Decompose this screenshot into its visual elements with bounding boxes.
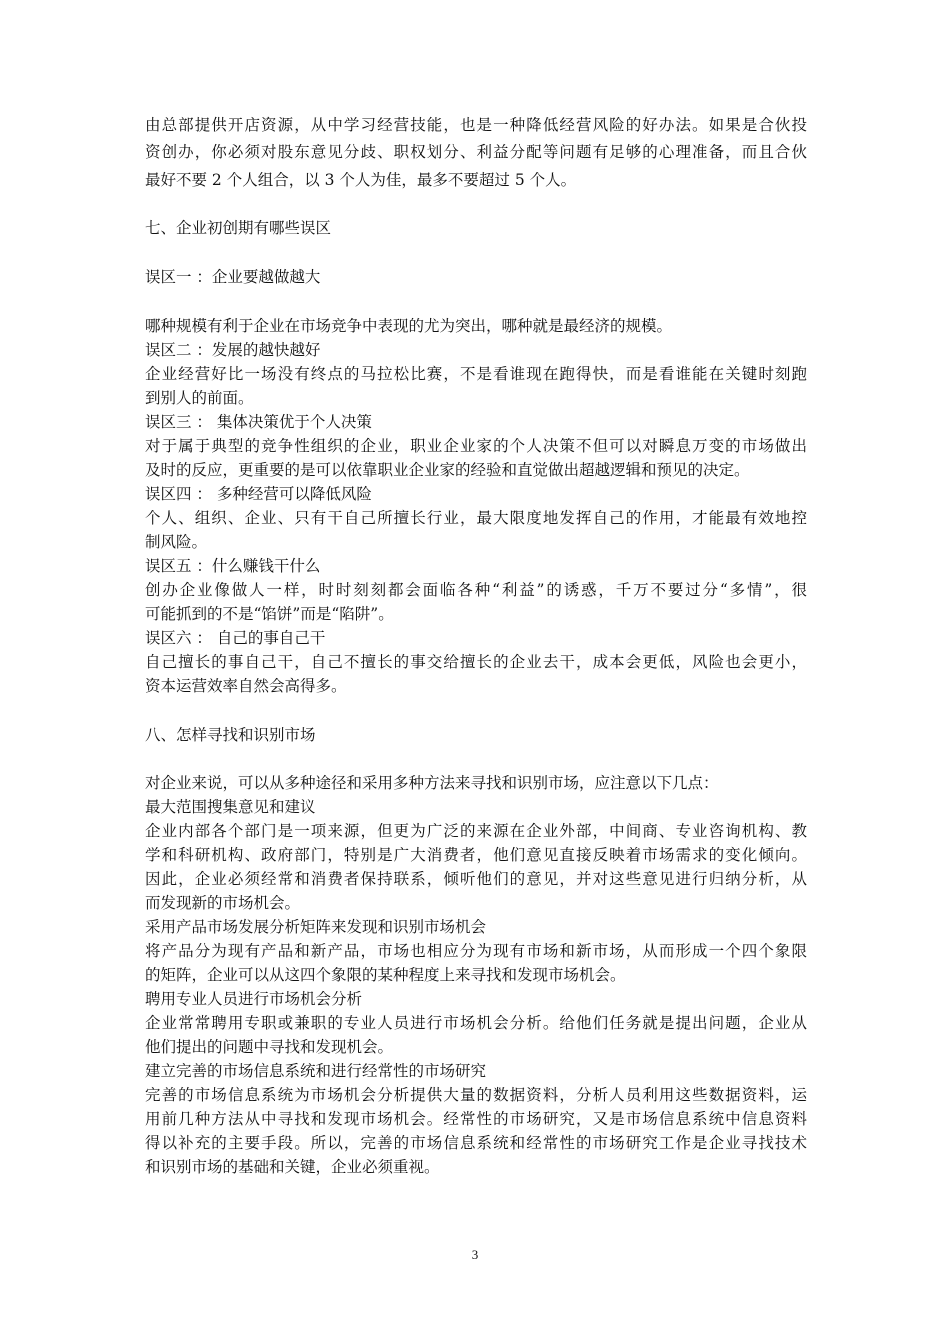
text-line: 最好不要 2 个人组合，以 3 个人为佳，最多不要超过 5 个人。 — [145, 171, 577, 189]
text-line: 企业经营好比一场没有终点的马拉松比赛，不是看谁现在跑得快，而是看谁能在关键时刻跑 — [145, 365, 807, 383]
text-line: 对企业来说，可以从多种途径和采用多种方法来寻找和识别市场，应注意以下几点： — [145, 774, 719, 792]
text-line: 可能抓到的不是“馅饼”而是“陷阱”。 — [145, 605, 394, 623]
text-line: 误区四 ： 多种经营可以降低风险 — [145, 485, 372, 503]
text-line: 误区一 ：企业要越做越大 — [145, 268, 321, 286]
text-line: 资创办，你必须对股东意见分歧、职权划分、利益分配等问题有足够的心理准备，而且合伙 — [145, 143, 807, 161]
text-line: 制风险。 — [145, 533, 208, 551]
text-line: 最大范围搜集意见和建议 — [145, 798, 316, 816]
text-line: 误区二 ：发展的越快越好 — [145, 341, 321, 359]
text-line: 学和科研机构、政府部门，特别是广大消费者，他们意见直接反映着市场需求的变化倾向。 — [145, 846, 807, 864]
text-line: 到别人的前面。 — [145, 389, 254, 407]
text-line: 企业常常聘用专职或兼职的专业人员进行市场机会分析。给他们任务就是提出问题，企业从 — [145, 1014, 807, 1032]
text-line: 而发现新的市场机会。 — [145, 894, 301, 912]
text-line: 误区五 ：什么赚钱干什么 — [145, 557, 321, 575]
text-line: 哪种规模有利于企业在市场竞争中表现的尤为突出，哪种就是最经济的规模。 — [145, 317, 673, 335]
text-line: 得以补充的主要手段。所以，完善的市场信息系统和经常性的市场研究工作是企业寻找技术 — [145, 1134, 807, 1152]
text-line: 聘用专业人员进行市场机会分析 — [145, 990, 363, 1008]
text-line: 误区六 ： 自己的事自己干 — [145, 629, 326, 647]
text-line: 资本运营效率自然会高得多。 — [145, 677, 347, 695]
text-line: 企业内部各个部门是一项来源，但更为广泛的来源在企业外部，中间商、专业咨询机构、教 — [145, 822, 807, 840]
text-line: 用前几种方法从中寻找和发现市场机会。经常性的市场研究，又是市场信息系统中信息资料 — [145, 1110, 807, 1128]
text-line: 他们提出的问题中寻找和发现机会。 — [145, 1038, 394, 1056]
text-line: 八、怎样寻找和识别市场 — [145, 726, 316, 744]
text-line: 个人、组织、企业、只有干自己所擅长行业，最大限度地发挥自己的作用，才能最有效地控 — [145, 509, 807, 527]
text-line: 对于属于典型的竞争性组织的企业，职业企业家的个人决策不但可以对瞬息万变的市场做出 — [145, 437, 807, 455]
text-line: 及时的反应，更重要的是可以依靠职业企业家的经验和直觉做出超越逻辑和预见的决定。 — [145, 461, 750, 479]
text-line: 创办企业像做人一样，时时刻刻都会面临各种“利益”的诱惑，千万不要过分“多情”，很 — [145, 581, 807, 599]
text-line: 完善的市场信息系统为市场机会分析提供大量的数据资料，分析人员利用这些数据资料，运 — [145, 1086, 807, 1104]
text-line: 七、企业初创期有哪些误区 — [145, 219, 332, 237]
text-line: 自己擅长的事自己干，自己不擅长的事交给擅长的企业去干，成本会更低，风险也会更小， — [145, 653, 807, 671]
text-line: 误区三 ： 集体决策优于个人决策 — [145, 413, 372, 431]
text-line: 的矩阵，企业可以从这四个象限的某种程度上来寻找和发现市场机会。 — [145, 966, 626, 984]
page-number: 3 — [471, 1247, 479, 1262]
text-line: 采用产品市场发展分析矩阵来发现和识别市场机会 — [145, 918, 487, 936]
text-line: 和识别市场的基础和关键，企业必须重视。 — [145, 1158, 440, 1176]
text-line: 由总部提供开店资源，从中学习经营技能，也是一种降低经营风险的好办法。如果是合伙投 — [145, 116, 807, 134]
text-line: 将产品分为现有产品和新产品，市场也相应分为现有市场和新市场，从而形成一个四个象限 — [145, 942, 807, 960]
text-line: 因此，企业必须经常和消费者保持联系，倾听他们的意见，并对这些意见进行归纳分析，从 — [145, 870, 807, 888]
text-line: 建立完善的市场信息系统和进行经常性的市场研究 — [145, 1062, 487, 1080]
